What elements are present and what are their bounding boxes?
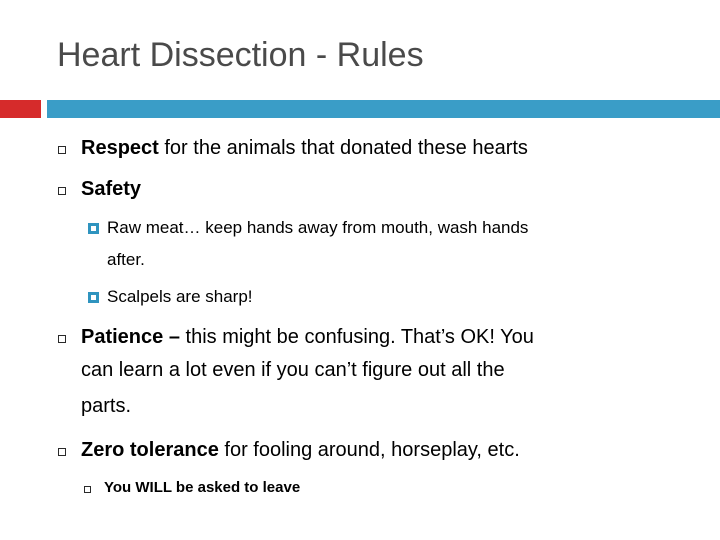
filled-square-bullet-icon	[88, 223, 99, 234]
bullet-text: this might be confusing. That’s OK! You	[179, 326, 534, 348]
bullet-bold-text: Zero tolerance	[81, 439, 219, 461]
subbullet-text: Raw meat… keep hands away from mouth, wash hands	[107, 218, 529, 237]
bullet-bold-text: Patience –	[81, 326, 180, 348]
subbullet-text: Scalpels are sharp!	[107, 287, 253, 306]
bullet-text: for the animals that donated these hearts	[158, 137, 528, 159]
subbullet-text: You WILL be asked to leave	[104, 479, 301, 496]
hollow-square-bullet-icon	[58, 146, 66, 154]
bullet-text-line-3: parts.	[81, 395, 132, 417]
subbullet-text-continued: after.	[107, 250, 145, 269]
hollow-square-bullet-icon	[58, 187, 66, 195]
filled-square-bullet-icon	[88, 292, 99, 303]
hollow-square-bullet-icon	[58, 448, 66, 456]
hollow-square-bullet-icon	[58, 335, 66, 343]
bullet-bold-text: Safety	[81, 178, 142, 200]
bullet-text: for fooling around, horseplay, etc.	[218, 439, 520, 461]
hollow-square-bullet-icon	[84, 486, 91, 493]
bullet-text-line-2: can learn a lot even if you can’t figure out all the	[81, 359, 505, 381]
slide-title: Heart Dissection - Rules	[57, 36, 424, 74]
bullet-bold-text: Respect	[81, 137, 159, 159]
